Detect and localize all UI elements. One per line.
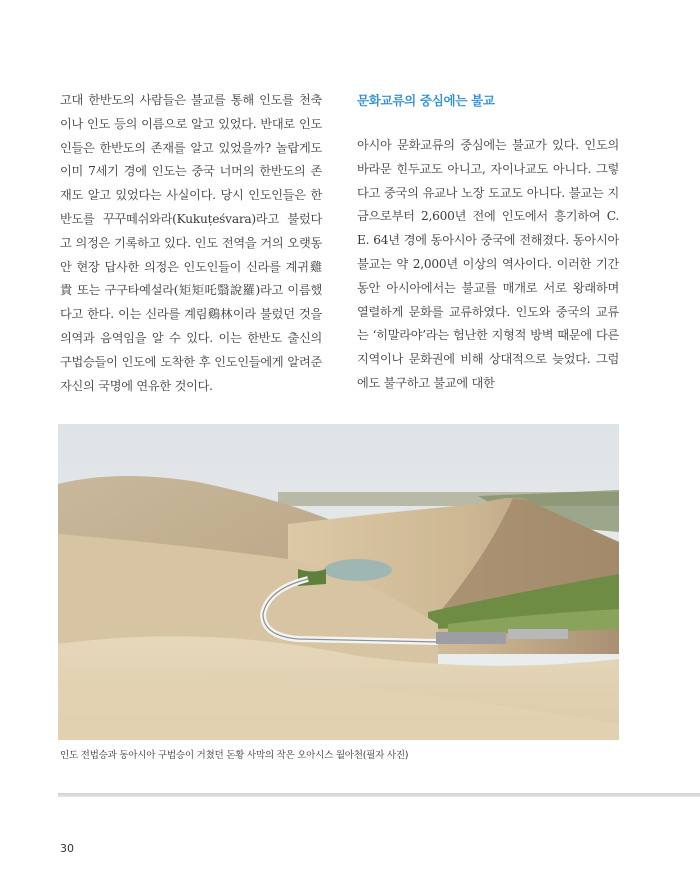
left-column	[60, 89, 322, 398]
desert-oasis-photo	[58, 424, 619, 740]
photo-caption: 인도 전법승과 동아시아 구법승이 거쳤던 돈황 사막의 작은 오아시스 월아천(필자 사진)	[60, 750, 409, 761]
page-divider	[58, 793, 700, 797]
desert-oasis-illustration	[58, 424, 619, 740]
page-number: 30	[60, 842, 74, 855]
right-column	[357, 134, 619, 396]
section-heading: 문화교류의 중심에는 불교	[357, 93, 495, 108]
right-column-paragraph: 아시아 문화교류의 중심에는 불교가 있다. 인도의 바라문 힌두교도 아니고, 자이나교도 아니다. 그렇다고 중국의 유교나 노장 도교도 아니다. 불교는 지금으로부터 2,600년 전에 인도에서 흥기하여 C. E. 64년 경에 동아시아 중국에 전해졌다. 동아시아 불교는 약 2,000년 이상의 역사이다. 이러한 기간 동안 아시아에서는 불교를 매개로 서로 왕래하며 열렬하게 문화를 교류하였다. 인도와 중국의 교류는 ‘히말라야’라는 험난한 지형적 방벽 때문에 다른 지역이나 문화권에 비해 상대적으로 늦었다. 그럼에도 불구하고 불교에 대한	[357, 138, 619, 390]
left-column-paragraph: 고대 한반도의 사람들은 불교를 통해 인도를 천축이나 인도 등의 이름으로 알고 있었다. 반대로 인도인들은 한반도의 존재를 알고 있었을까? 놀랍게도 이미 7세기 경에 인도는 중국 너머의 한반도의 존재도 알고 있었다는 사실이다. 당시 인도인들은 한반도를 꾸꾸떼쉬와라(Kukuṭeśvara)라고 불렀다고 의정은 기록하고 있다. 인도 전역을 거의 오랫동안 현장 답사한 의정은 인도인들이 신라를 계귀雞貴 또는 구구타예설라(矩矩吒翳說羅)라고 이름했다고 한다. 이는 신라를 계림鷄林이라 불렀던 것을 의역과 음역임을 알 수 있다. 이는 한반도 출신의 구법승들이 인도에 도착한 후 인도인들에게 알려준 자신의 국명에 연유한 것이다.	[60, 93, 322, 393]
